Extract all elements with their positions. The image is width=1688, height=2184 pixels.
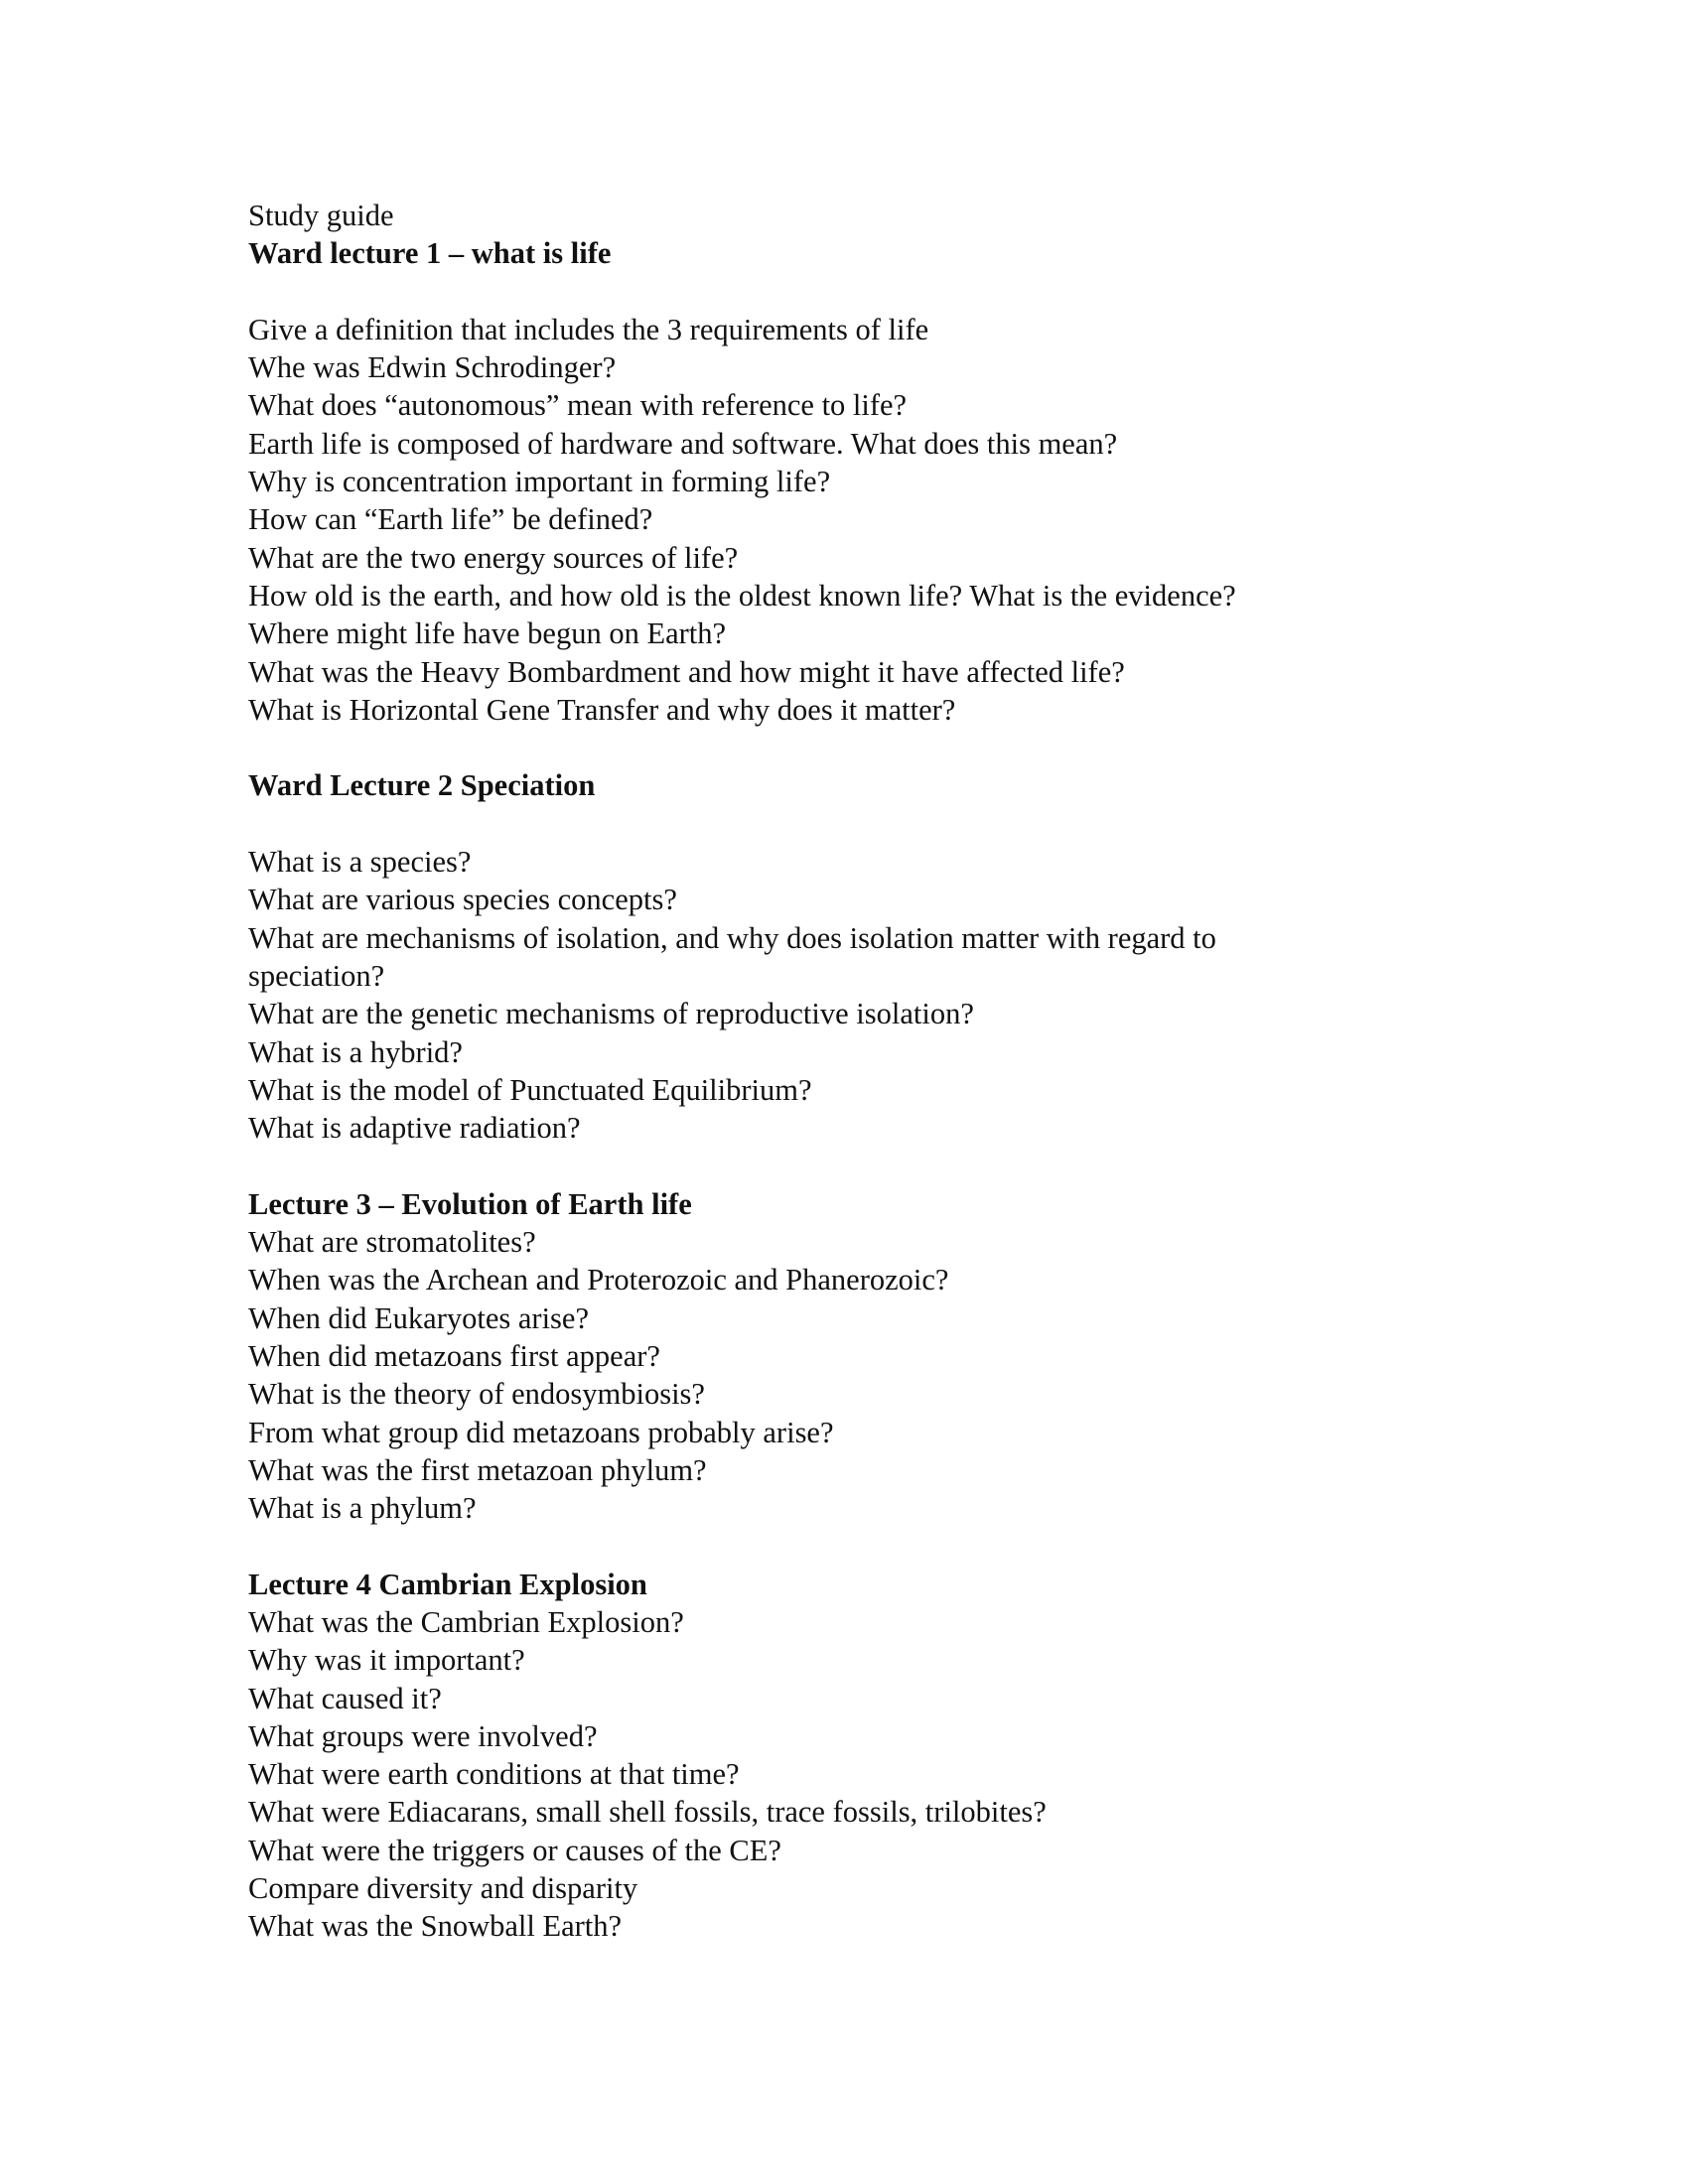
blank-line [248, 805, 1489, 843]
blank-line [248, 729, 1489, 766]
question-item: How can “Earth life” be defined? [248, 502, 653, 537]
document-page [248, 197, 1489, 1946]
question-item: What is adaptive radiation? [248, 1111, 581, 1146]
blank-line [248, 1147, 1489, 1184]
question-item: Compare diversity and disparity [248, 1871, 638, 1906]
question-item: Earth life is composed of hardware and software. What does this mean? [248, 426, 1118, 461]
blank-line [248, 1527, 1489, 1565]
question-item: Give a definition that includes the 3 requirements of life [248, 312, 929, 346]
question-item: What was the Cambrian Explosion? [248, 1604, 684, 1639]
question-item: When was the Archean and Proterozoic and Phanerozoic? [248, 1263, 949, 1297]
question-item: From what group did metazoans probably arise? [248, 1415, 834, 1449]
question-item: What groups were involved? [248, 1718, 598, 1753]
question-item: When did Eukaryotes arise? [248, 1300, 589, 1335]
section-heading-lecture-1: Ward lecture 1 – what is life [248, 236, 612, 271]
question-item: What were the triggers or causes of the CE? [248, 1833, 781, 1867]
question-item: What are the genetic mechanisms of reproductive isolation? [248, 997, 974, 1031]
question-item: What are mechanisms of isolation, and why does isolation matter with regard to speciation? [248, 920, 1216, 993]
question-item: Why was it important? [248, 1643, 525, 1678]
question-item: Where might life have begun on Earth? [248, 616, 727, 651]
question-item: What were earth conditions at that time? [248, 1757, 740, 1792]
question-item: What is the model of Punctuated Equilibrium? [248, 1072, 812, 1107]
question-item: What is a phylum? [248, 1491, 477, 1526]
question-item: Why is concentration important in forming life? [248, 465, 831, 499]
question-item: What is a species? [248, 845, 472, 880]
question-item: What was the Snowball Earth? [248, 1909, 623, 1944]
question-item: What caused it? [248, 1681, 442, 1715]
question-item: What was the first metazoan phylum? [248, 1452, 707, 1487]
document-title: Study guide [248, 199, 394, 232]
section-heading-lecture-2: Ward Lecture 2 Speciation [248, 768, 596, 803]
question-item: What is a hybrid? [248, 1034, 463, 1069]
question-item: Whe was Edwin Schrodinger? [248, 350, 617, 385]
question-item: What is Horizontal Gene Transfer and why does it matter? [248, 692, 956, 727]
question-item: When did metazoans first appear? [248, 1338, 660, 1373]
question-item: What was the Heavy Bombardment and how might it have affected life? [248, 654, 1125, 689]
question-item: What does “autonomous” mean with reference to life? [248, 388, 908, 423]
question-item: What are stromatolites? [248, 1225, 536, 1260]
blank-line [248, 273, 1489, 311]
section-heading-lecture-4: Lecture 4 Cambrian Explosion [248, 1567, 647, 1601]
question-item: What are various species concepts? [248, 883, 677, 917]
section-heading-lecture-3: Lecture 3 – Evolution of Earth life [248, 1186, 692, 1221]
question-item: How old is the earth, and how old is the oldest known life? What is the evidence? [248, 578, 1236, 613]
question-item: What were Ediacarans, small shell fossils, trace fossils, trilobites? [248, 1795, 1047, 1830]
question-item: What are the two energy sources of life? [248, 540, 739, 575]
question-item: What is the theory of endosymbiosis? [248, 1377, 705, 1412]
